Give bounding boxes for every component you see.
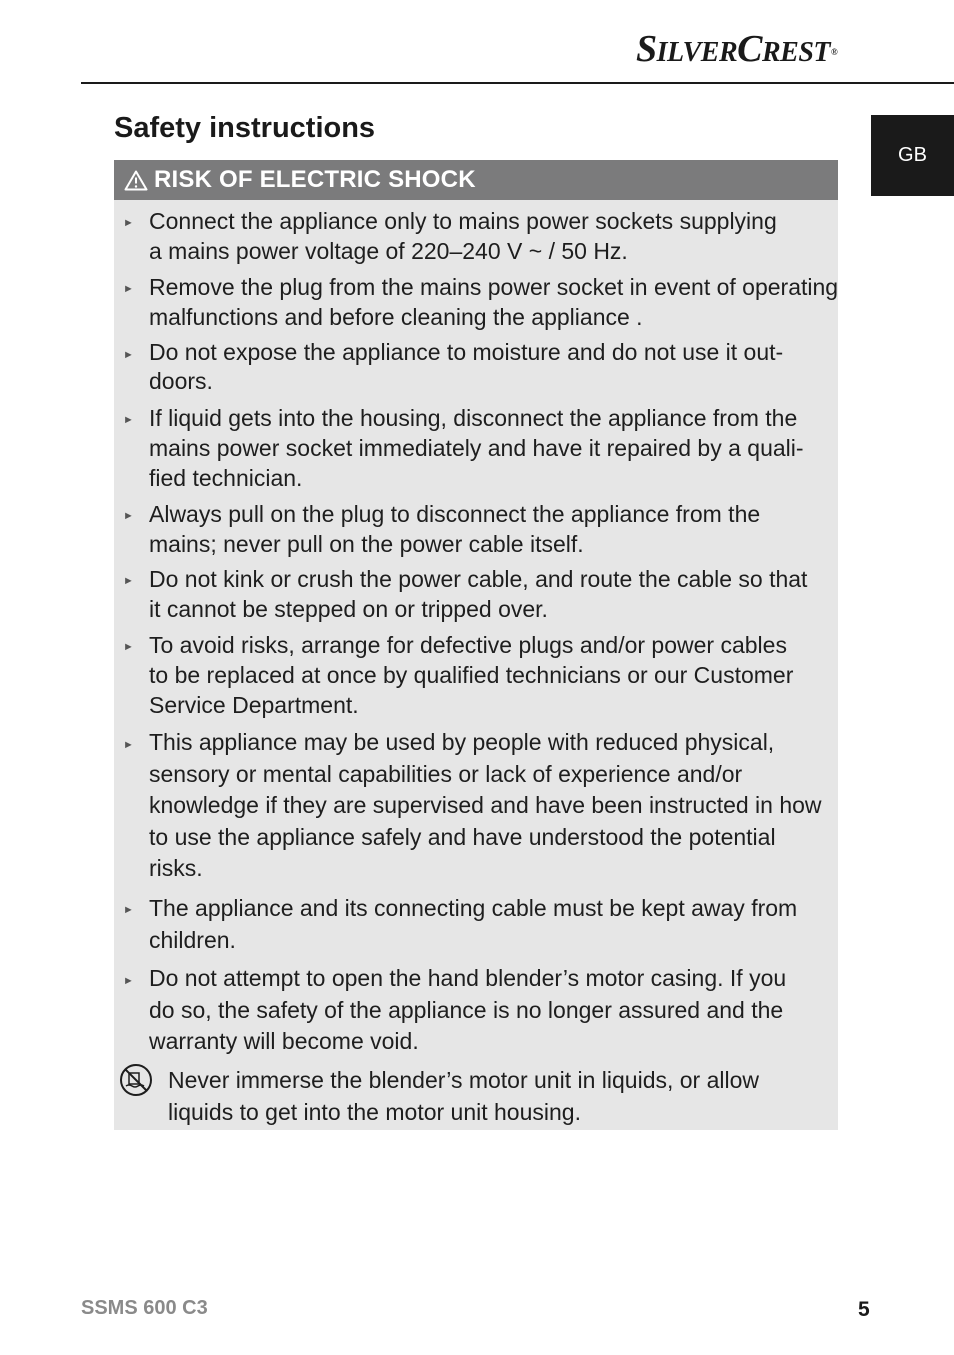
item-line: warranty will become void. (149, 1028, 419, 1054)
bullet-arrow-icon: ► (123, 975, 134, 987)
page-number: 5 (858, 1298, 870, 1321)
item-line: knowledge if they are supervised and have been instructed in how (149, 792, 822, 818)
bullet-arrow-icon: ► (123, 510, 134, 522)
item-line: Connect the appliance only to mains power sockets supplying (149, 208, 777, 234)
item-line: Do not kink or crush the power cable, and route the cable so that (149, 566, 808, 592)
item-line: sensory or mental capabilities or lack of experience and/or (149, 760, 743, 787)
item-line: fied technician. (149, 465, 303, 491)
item-line: Always pull on the plug to disconnect the appliance from the (149, 501, 761, 527)
item-line: Remove the plug from the mains power socket in event of operating (149, 274, 839, 300)
item-line: a mains power voltage of 220–240 V ~ / 50 Hz. (149, 238, 628, 264)
item-line: If liquid gets into the housing, disconnect the appliance from the (149, 405, 798, 431)
item-line: to use the appliance safely and have understood the potential (149, 823, 776, 850)
bullet-arrow-icon: ► (123, 283, 134, 295)
item-line: children. (149, 927, 236, 953)
language-tab (871, 115, 954, 196)
item-line: mains; never pull on the power cable itself. (149, 531, 584, 557)
footer-model: SSMS 600 C3 (81, 1297, 208, 1319)
bullet-arrow-icon: ► (123, 217, 134, 229)
bullet-arrow-icon: ► (123, 641, 134, 653)
item-line: Do not attempt to open the hand blender’s motor casing. If you (149, 965, 787, 991)
note-line: liquids to get into the motor unit housing. (168, 1099, 581, 1125)
bullet-arrow-icon: ► (123, 414, 134, 426)
no-immersion-icon (118, 1064, 154, 1096)
warning-header-label: RISK OF ELECTRIC SHOCK (154, 166, 476, 193)
warning-box (114, 160, 838, 1130)
item-line: risks. (149, 855, 203, 881)
item-line: doors. (149, 368, 213, 394)
item-line: it cannot be stepped on or tripped over. (149, 596, 548, 622)
item-line: to be replaced at once by qualified technicians or our Customer (149, 662, 794, 688)
item-line: do so, the safety of the appliance is no longer assured and the (149, 996, 784, 1023)
header-rule (81, 82, 954, 84)
bullet-arrow-icon: ► (123, 349, 134, 361)
warning-triangle-icon (124, 170, 148, 191)
language-tab-label: GB (898, 144, 927, 166)
item-line: This appliance may be used by people with reduced physical, (149, 729, 775, 755)
item-line: Service Department. (149, 692, 359, 718)
brand-logo: SILVERCREST® (636, 28, 838, 70)
page-title: Safety instructions (114, 112, 376, 144)
bullet-arrow-icon: ► (123, 575, 134, 587)
item-line: The appliance and its connecting cable must be kept away from (149, 895, 798, 921)
bullet-arrow-icon: ► (123, 904, 134, 916)
item-line: To avoid risks, arrange for defective plugs and/or power cables (149, 632, 787, 658)
bullet-arrow-icon: ► (123, 739, 134, 751)
item-line: mains power socket immediately and have it repaired by a quali- (149, 435, 804, 461)
item-line: Do not expose the appliance to moisture and do not use it out- (149, 339, 784, 365)
note-line: Never immerse the blender’s motor unit in liquids, or allow (168, 1067, 760, 1093)
warning-header (114, 160, 838, 200)
item-line: malfunctions and before cleaning the appliance . (149, 304, 643, 330)
